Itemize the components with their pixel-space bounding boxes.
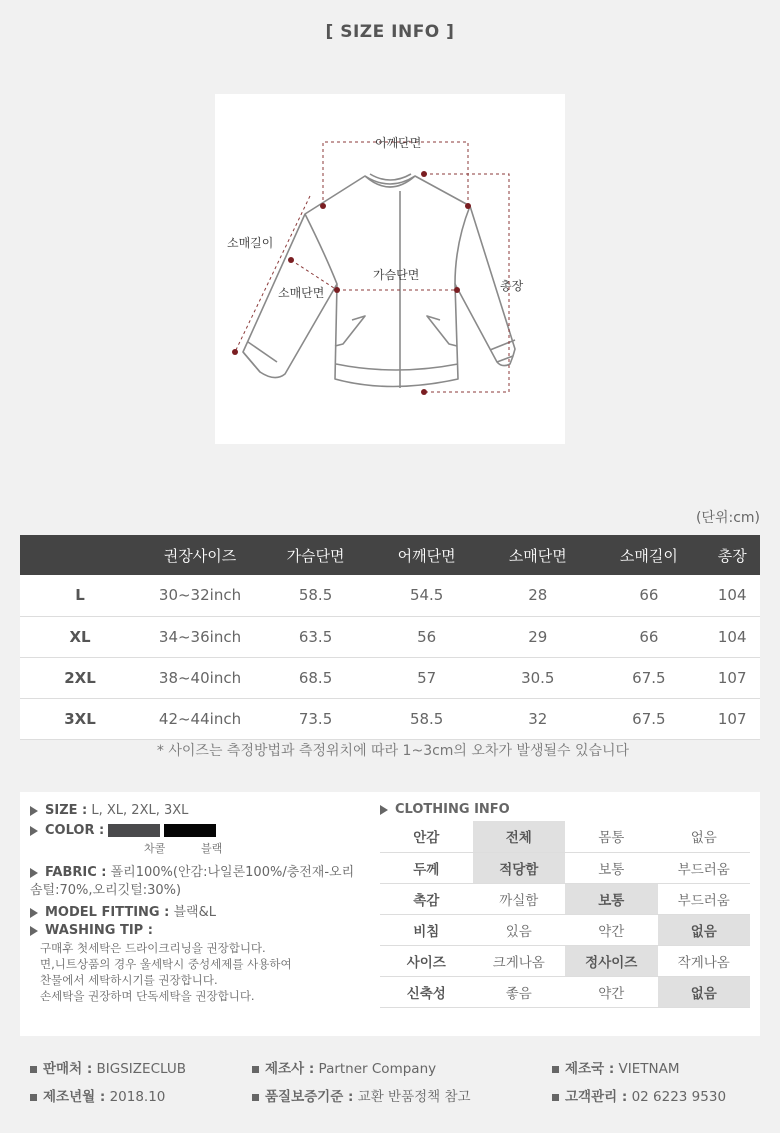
triangle-bullet-icon [30,926,38,936]
color-label: COLOR : [45,823,105,838]
fabric-row [30,864,375,882]
clothing-info-label: 안감 [380,821,473,852]
footer-warranty [252,1085,471,1105]
footer-seller [30,1057,186,1077]
header-recommended: 권장사이즈 [140,535,260,575]
header-sleeve-length: 소매길이 [593,535,704,575]
table-cell: 30~32inch [140,575,260,616]
color-name-charcoal: 차콜 [144,842,166,855]
shoulder-label: 어깨단면 [375,136,422,150]
clothing-info-label: 사이즈 [380,945,473,976]
size-cell: 3XL [20,698,140,739]
clothing-info-label: 두께 [380,852,473,883]
footer-cs-value: 02 6223 9530 [631,1089,727,1105]
clothing-info-option-selected: 적당함 [473,852,566,883]
clothing-info-option-selected: 없음 [658,914,751,945]
size-value: L, XL, 2XL, 3XL [91,803,189,818]
measurement-note: * 사이즈는 측정방법과 측정위치에 따라 1~3cm의 오차가 발생될수 있습니다 [156,743,630,759]
clothing-info-option: 부드러움 [658,883,751,914]
footer-date-value: 2018.10 [109,1089,166,1105]
triangle-bullet-icon [30,806,38,816]
footer-cs [552,1085,726,1105]
table-cell: 42~44inch [140,698,260,739]
table-cell: 28 [482,575,593,616]
table-cell: 104 [704,575,760,616]
square-bullet-icon [30,1066,37,1073]
table-cell: 54.5 [371,575,482,616]
table-cell: 34~36inch [140,616,260,657]
clothing-info-title [380,802,750,817]
clothing-info-label: 신축성 [380,976,473,1007]
clothing-info-option: 좋음 [473,976,566,1007]
clothing-info-option-selected: 없음 [658,976,751,1007]
table-cell: 32 [482,698,593,739]
footer-date [30,1085,165,1105]
size-table [20,535,760,740]
footer-seller-key: 판매처 : [43,1061,93,1077]
model-row [30,904,375,922]
table-row [20,575,760,616]
clothing-info-label: 촉감 [380,883,473,914]
washing-tip-4: 손세탁을 권장하며 단독세탁을 권장합니다. [40,989,255,1003]
footer-date-key: 제조년월 : [43,1089,106,1105]
clothing-info-title-text: CLOTHING INFO [395,802,510,817]
footer-maker-value: Partner Company [318,1061,437,1077]
page-title: [ SIZE INFO ] [325,22,455,42]
table-cell: 107 [704,657,760,698]
square-bullet-icon [252,1066,259,1073]
washing-tip-3: 찬물에서 세탁하시기를 권장합니다. [40,973,218,987]
size-cell: L [20,575,140,616]
clothing-info-row [380,883,750,914]
triangle-bullet-icon [380,805,388,815]
table-cell: 67.5 [593,657,704,698]
clothing-info-table [380,821,750,1008]
color-name-black: 블랙 [201,842,223,855]
clothing-info-option: 있음 [473,914,566,945]
clothing-info-option: 몸통 [565,821,658,852]
header-size [20,535,140,575]
triangle-bullet-icon [30,908,38,918]
footer-country-key: 제조국 : [565,1061,615,1077]
header-total-length: 총장 [704,535,760,575]
table-cell: 63.5 [260,616,371,657]
clothing-info-row [380,821,750,852]
table-cell: 66 [593,616,704,657]
table-cell: 67.5 [593,698,704,739]
footer-maker [252,1057,436,1077]
size-row [30,802,375,820]
color-row [30,822,375,840]
triangle-bullet-icon [30,826,38,836]
table-cell: 38~40inch [140,657,260,698]
washing-row [30,922,375,940]
table-cell: 73.5 [260,698,371,739]
fabric-value-2: 솜털:70%,오리깃털:30%) [30,883,182,898]
washing-tip-1: 구매후 첫세탁은 드라이크리닝을 권장합니다. [40,941,266,955]
size-label: SIZE : [45,803,88,818]
table-row [20,616,760,657]
footer-maker-key: 제조사 : [265,1061,315,1077]
table-cell: 58.5 [260,575,371,616]
footer-seller-value: BIGSIZECLUB [96,1061,186,1077]
table-cell: 107 [704,698,760,739]
chest-label: 가슴단면 [373,268,420,282]
table-cell: 68.5 [260,657,371,698]
table-cell: 30.5 [482,657,593,698]
clothing-info-option: 까실함 [473,883,566,914]
table-cell: 29 [482,616,593,657]
clothing-info-label: 비침 [380,914,473,945]
size-diagram [215,94,565,444]
clothing-info-option: 보통 [565,852,658,883]
footer-warranty-value: 교환 반품정책 참고 [357,1089,471,1105]
clothing-info-option: 작게나옴 [658,945,751,976]
sleeve-length-label: 소매길이 [227,236,274,250]
size-cell: XL [20,616,140,657]
clothing-info-row [380,976,750,1007]
clothing-info-option: 약간 [565,976,658,1007]
triangle-bullet-icon [30,868,38,878]
clothing-info-option: 부드러움 [658,852,751,883]
table-cell: 66 [593,575,704,616]
header-chest: 가슴단면 [260,535,371,575]
product-info-panel [20,792,760,1036]
clothing-info-row [380,945,750,976]
fabric-value-1: 폴리100%(안감:나일론100%/충전재-오리 [110,865,355,880]
square-bullet-icon [552,1094,559,1101]
table-row [20,698,760,739]
square-bullet-icon [252,1094,259,1101]
clothing-info-option: 약간 [565,914,658,945]
washing-tip-2: 면,니트상품의 경우 울세탁시 중성세제를 사용하여 [40,957,292,971]
model-label: MODEL FITTING : [45,905,170,920]
color-swatch-charcoal [108,824,160,837]
table-cell: 104 [704,616,760,657]
clothing-info-option-selected: 보통 [565,883,658,914]
size-cell: 2XL [20,657,140,698]
washing-label: WASHING TIP : [45,923,153,938]
header-sleeve-width: 소매단면 [482,535,593,575]
product-details [30,802,375,1004]
table-row [20,657,760,698]
table-cell: 58.5 [371,698,482,739]
table-cell: 56 [371,616,482,657]
header-shoulder: 어깨단면 [371,535,482,575]
clothing-info-row [380,852,750,883]
sleeve-width-label: 소매단면 [278,286,325,300]
footer-country-value: VIETNAM [618,1061,680,1077]
footer-country [552,1057,680,1077]
square-bullet-icon [552,1066,559,1073]
color-swatch-black [164,824,216,837]
clothing-info-row [380,914,750,945]
clothing-info-option: 크게나옴 [473,945,566,976]
clothing-info-option-selected: 전체 [473,821,566,852]
total-length-label: 총장 [500,279,524,293]
footer-warranty-key: 품질보증기준 : [265,1089,354,1105]
square-bullet-icon [30,1094,37,1101]
unit-label: (단위:cm) [695,510,760,526]
table-cell: 57 [371,657,482,698]
clothing-info-option-selected: 정사이즈 [565,945,658,976]
model-value: 블랙&L [173,905,216,920]
footer-cs-key: 고객관리 : [565,1089,628,1105]
fabric-label: FABRIC : [45,865,107,880]
size-table-header [20,535,760,575]
clothing-info-option: 없음 [658,821,751,852]
color-names [30,840,375,856]
clothing-info [380,802,750,1008]
